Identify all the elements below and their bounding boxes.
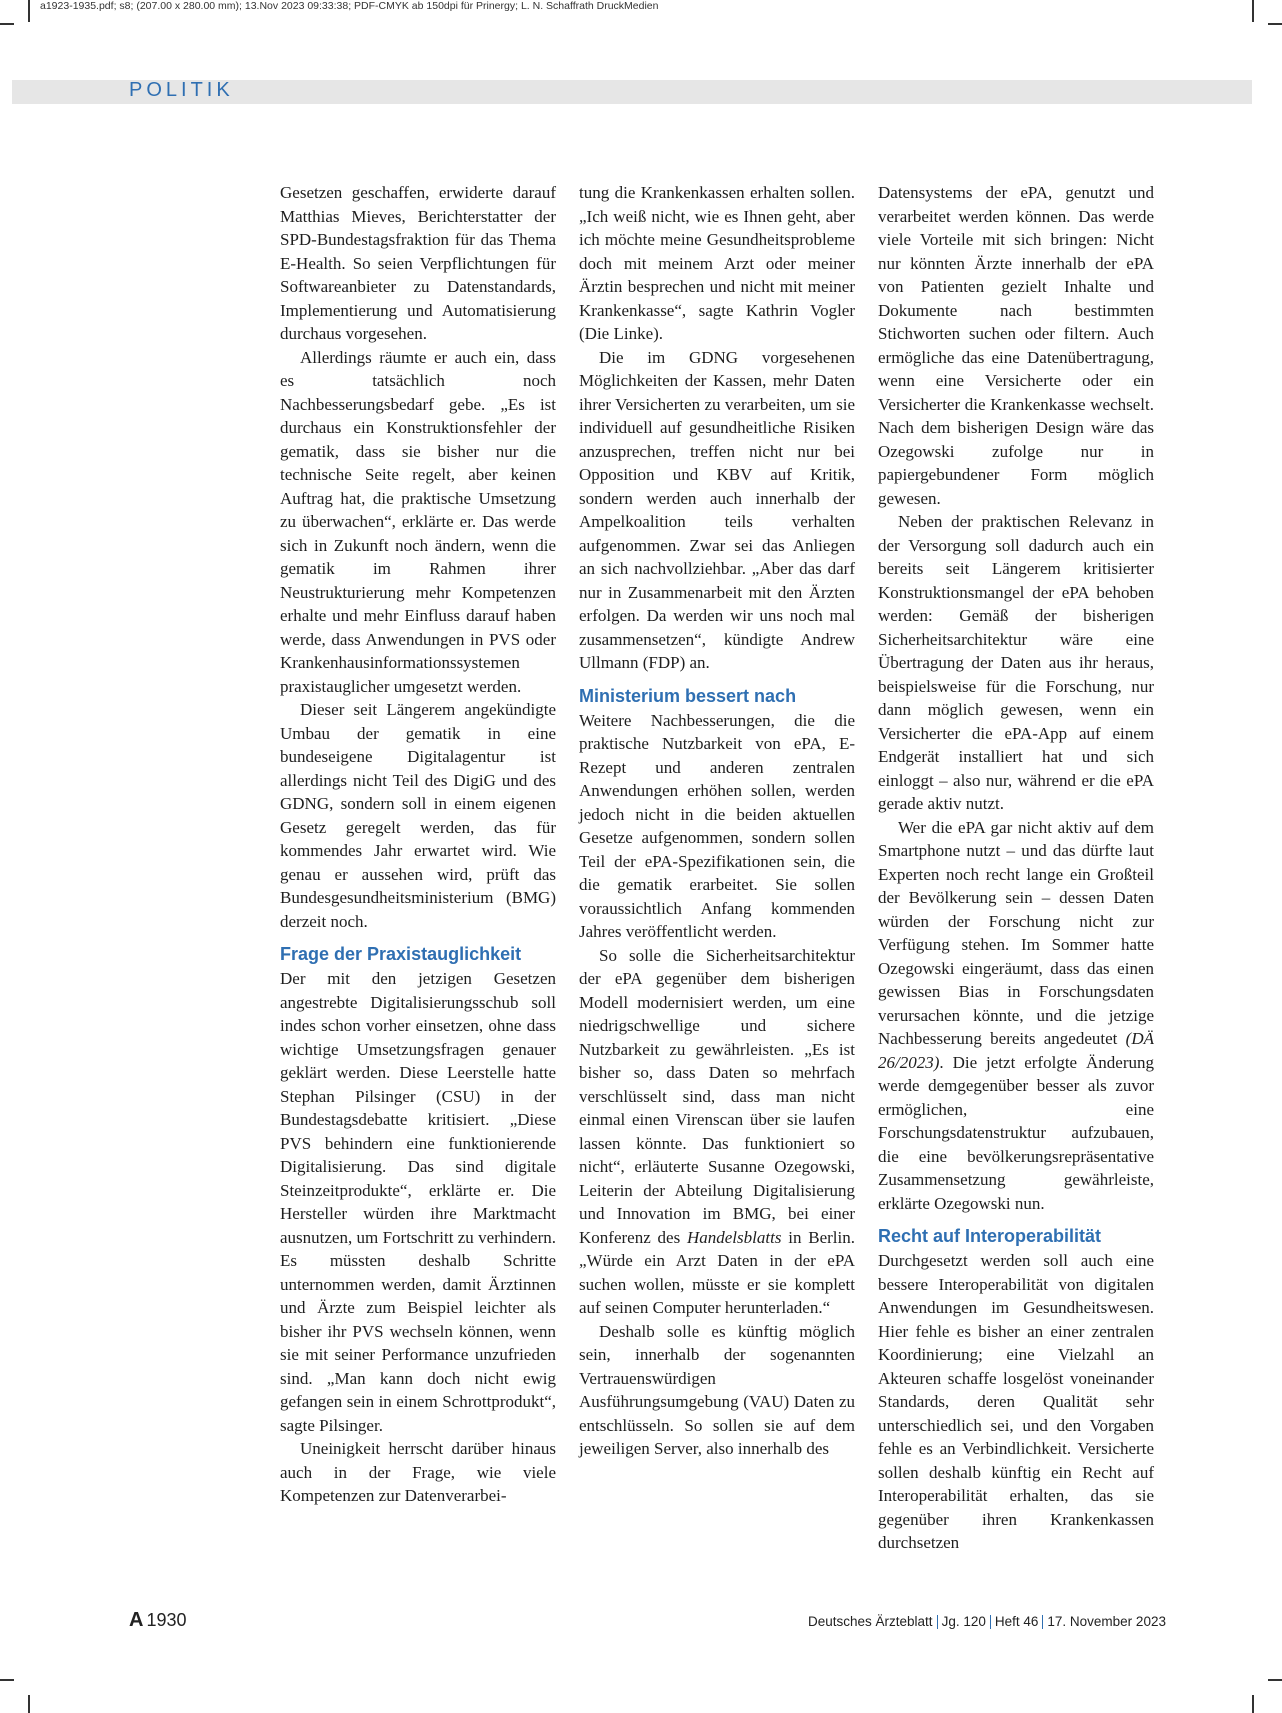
journal-volume: Jg. 120 bbox=[941, 1614, 986, 1629]
crop-mark-bottom-right-vertical bbox=[1252, 1695, 1254, 1713]
publication-title: Handelsblatts bbox=[686, 1227, 782, 1247]
paragraph: Uneinigkeit herrscht darüber hinaus auch in der Frage, wie viele Kompetenzen zur Datenverarbei- bbox=[280, 1439, 556, 1505]
paragraph: Gesetzen geschaffen, erwiderte darauf Matthias Mieves, Berichterstatter der SPD-Bundestagsfraktion für das Thema E-Health. So seien Verpflichtungen für Softwareanbieter zu Datenstandards, Implementierung und Automatisierung durchaus vorgesehen. bbox=[280, 183, 556, 343]
crop-mark-top-right-vertical bbox=[1252, 0, 1254, 22]
text-run: Wer die ePA gar nicht aktiv auf dem Smartphone nutzt – und das dürfte laut Experten noch recht lange ein Großteil der Bevölkerung sein – dessen Daten würden der Forschung nicht zur Verfügung stehen. Im Sommer hatte Ozegowski eingeräumt, dass das einen gewissen Bias in Forschungsdaten verursachen könnte, und die jetzige Nachbesserung bereits angedeutet bbox=[878, 817, 1154, 1048]
journal-citation bbox=[808, 1614, 1166, 1629]
article-column-2 bbox=[579, 181, 855, 1461]
page-number-value: 1930 bbox=[146, 1610, 187, 1630]
paragraph bbox=[579, 944, 855, 1320]
paragraph: tung die Krankenkassen erhalten sollen. „Ich weiß nicht, wie es Ihnen geht, aber ich möchte meine Gesundheitsprobleme doch mit meinem Arzt oder meiner Ärztin besprechen und nicht mit meiner Krankenkasse“, sagte Kathrin Vogler (Die Linke). bbox=[579, 183, 855, 343]
crop-mark-top-left-vertical bbox=[28, 0, 30, 22]
citation-reference: (DÄ 26/2023) bbox=[878, 1029, 1154, 1072]
paragraph: Allerdings räumte er auch ein, dass es tatsächlich noch Nachbesserungsbedarf gebe. „Es ist durchaus ein Konstruktionsfehler der gematik, dass sie bisher nur die technische Seite regelt, aber keinen Auftrag hat, die praktische Umsetzung zu überwachen“, erklärte er. Das werde sich in Zukunft noch ändern, wenn die gematik im Rahmen ihrer Neustrukturierung mehr Kompetenzen erhalte und mehr Einfluss darauf haben werde, dass Anwendungen in PVS oder Krankenhausinformationssystemen praxistauglicher umgesetzt werden. bbox=[280, 347, 556, 696]
paragraph: Weitere Nachbesserungen, die die praktische Nutzbarkeit von ePA, E-Rezept und anderen zentralen Anwendungen erhöhen sollen, werden jedoch nicht in die beiden aktuellen Gesetze aufgenommen, sondern sollen Teil der ePA-Spezifikationen sein, die die gematik erarbeitet. Sie sollen voraussichtlich Anfang kommenden Jahres veröffentlicht werden. bbox=[579, 710, 855, 941]
journal-issue: Heft 46 bbox=[994, 1614, 1039, 1629]
paragraph: Datensystems der ePA, genutzt und verarbeitet werden können. Das werde viele Vorteile mit sich bringen: Nicht nur könnten Ärzte innerhalb der ePA von Patienten gezielt Inhalte und Dokumente nach bestimmten Stichworten suchen oder filtern. Auch ermögliche das eine Datenübertragung, wenn eine Versicherte oder ein Versicherter die Krankenkasse wechselt. Nach dem bisherigen Design wäre das Ozegowski zufolge nur in papiergebundener Form möglich gewesen. bbox=[878, 183, 1154, 508]
text-run: . Die jetzt erfolgte Änderung werde demgegenüber besser als zuvor ermöglichen, eine Forschungsdatenstruktur aufzubauen, die eine bevölkerungsrepräsentative Zusammensetzung gewährleiste, erklärte Ozegowski nun. bbox=[878, 1052, 1154, 1213]
text-run: So solle die Sicherheitsarchitektur der ePA gegenüber dem bisherigen Modell modernisiert werden, um eine niedrigschwellige und sichere Nutzbarkeit zu gewährleisten. „Es ist bisher so, dass Daten so mehrfach verschlüsselt sind, dass man nicht einmal einen Virenscan über sie laufen lassen könnte. Das funktioniert so nicht“, erläuterte Susanne Ozegowski, Leiterin der Abteilung Digitalisierung und Innovation im BMG, bei einer Konferenz des bbox=[579, 945, 855, 1247]
paragraph: Deshalb solle es künftig möglich sein, innerhalb der sogenannten Vertrauenswürdigen Ausführungsumgebung (VAU) Daten zu entschlüsseln. So sollen sie auf dem jeweiligen Server, also innerhalb des bbox=[579, 1321, 855, 1458]
paragraph: Die im GDNG vorgesehenen Möglichkeiten der Kassen, mehr Daten ihrer Versicherten zu verarbeiten, um sie individuell auf gesundheitliche Risiken anzusprechen, treffen nicht nur bei Opposition und KBV auf Kritik, sondern werden auch innerhalb der Ampelkoalition teils verhalten aufgenommen. Zwar sei das Anliegen an sich nachvollziehbar. „Aber das darf nur in Zusammenarbeit mit den Ärzten erfolgen. Da werden wir uns noch mal zusammensetzen“, kündigte Andrew Ullmann (FDP) an. bbox=[579, 347, 855, 672]
separator bbox=[1042, 1615, 1043, 1629]
section-label: POLITIK bbox=[129, 79, 234, 101]
journal-name: Deutsches Ärzteblatt bbox=[808, 1614, 933, 1629]
separator bbox=[990, 1615, 991, 1629]
paragraph: Durchgesetzt werden soll auch eine bessere Interoperabilität von digitalen Anwendungen im Gesundheitswesen. Hier fehle es bisher an einer zentralen Koordinierung; eine Vielzahl an Akteuren schaffe losgelöst voneinander Standards, deren Qualität sehr unterschiedlich sei, und den Vorgaben fehle es an Verbindlichkeit. Versicherte sollen deshalb künftig ein Recht auf Interoperabilität erhalten, das sie gegenüber ihren Krankenkassen durchsetzen bbox=[878, 1251, 1154, 1552]
article-column-3 bbox=[878, 181, 1154, 1555]
paragraph: Dieser seit Längerem angekündigte Umbau der gematik in eine bundeseigene Digitalagentur ist allerdings nicht Teil des DigiG und des GDNG, sondern soll in einem eigenen Gesetz geregelt werden, das für kommendes Jahr erwartet wird. Wie genau er aussehen wird, prüft das Bundesgesundheitsministerium (BMG) derzeit noch. bbox=[280, 700, 556, 931]
subheading-praxistauglichkeit: Frage der Praxistauglichkeit bbox=[280, 944, 522, 964]
article-column-1 bbox=[280, 181, 556, 1508]
paragraph: Der mit den jetzigen Gesetzen angestrebte Digitalisierungsschub soll indes schon vorher einsetzen, ohne dass wichtige Umsetzungsfragen genauer geklärt werden. Diese Leerstelle hatte Stephan Pilsinger (CSU) in der Bundestagsdebatte kritisiert. „Diese PVS behindern eine funktionierende Digitalisierung. Das sind digitale Steinzeitprodukte“, erklärte er. Die Hersteller würden ihre Marktmacht ausnutzen, um Fortschritt zu verhindern. Es müssten deshalb Schritte unternommen werden, damit Ärztinnen und Ärzte zum Beispiel leichter als bisher ihr PVS wechseln können, wenn sie mit seiner Performance unzufrieden sind. „Man kann doch nicht ewig gefangen sein in einem Schrottprodukt“, sagte Pilsinger. bbox=[280, 969, 556, 1435]
page-letter: A bbox=[129, 1609, 144, 1631]
print-info-line: a1923-1935.pdf; s8; (207.00 x 280.00 mm); 13.Nov 2023 09:33:38; PDF-CMYK ab 150dpi für Prinergy; L. N. Schaffrath DruckMedien bbox=[40, 0, 659, 12]
separator bbox=[937, 1615, 938, 1629]
paragraph: Neben der praktischen Relevanz in der Versorgung soll dadurch auch ein bereits seit Längerem kritisierter Konstruktionsmangel der ePA behoben werden: Gemäß der bisherigen Sicherheitsarchitektur wäre eine Übertragung der Daten aus ihr heraus, beispielsweise für die Forschung, nur dann möglich gewesen, wenn ein Versicherter die ePA-App auf einem Endgerät installiert hat und sich einloggt – also nur, während er die ePA gerade aktiv nutzt. bbox=[878, 512, 1154, 813]
crop-mark-top-right-horizontal bbox=[1268, 23, 1282, 25]
paragraph bbox=[878, 816, 1154, 1216]
crop-mark-bottom-left-vertical bbox=[28, 1695, 30, 1713]
subheading-interoperabilitaet: Recht auf Interoperabilität bbox=[878, 1226, 1102, 1246]
crop-mark-bottom-right-horizontal bbox=[1268, 1679, 1282, 1681]
text-run: in Berlin. „Würde ein Arzt Daten in der ePA suchen wollen, müsste er sie komplett auf seinen Computer herunterladen.“ bbox=[579, 1227, 855, 1317]
crop-mark-top-left-horizontal bbox=[0, 23, 14, 25]
journal-date: 17. November 2023 bbox=[1047, 1614, 1166, 1629]
page-number bbox=[129, 1609, 187, 1632]
crop-mark-bottom-left-horizontal bbox=[0, 1679, 14, 1681]
subheading-ministerium: Ministerium bessert nach bbox=[579, 685, 797, 706]
